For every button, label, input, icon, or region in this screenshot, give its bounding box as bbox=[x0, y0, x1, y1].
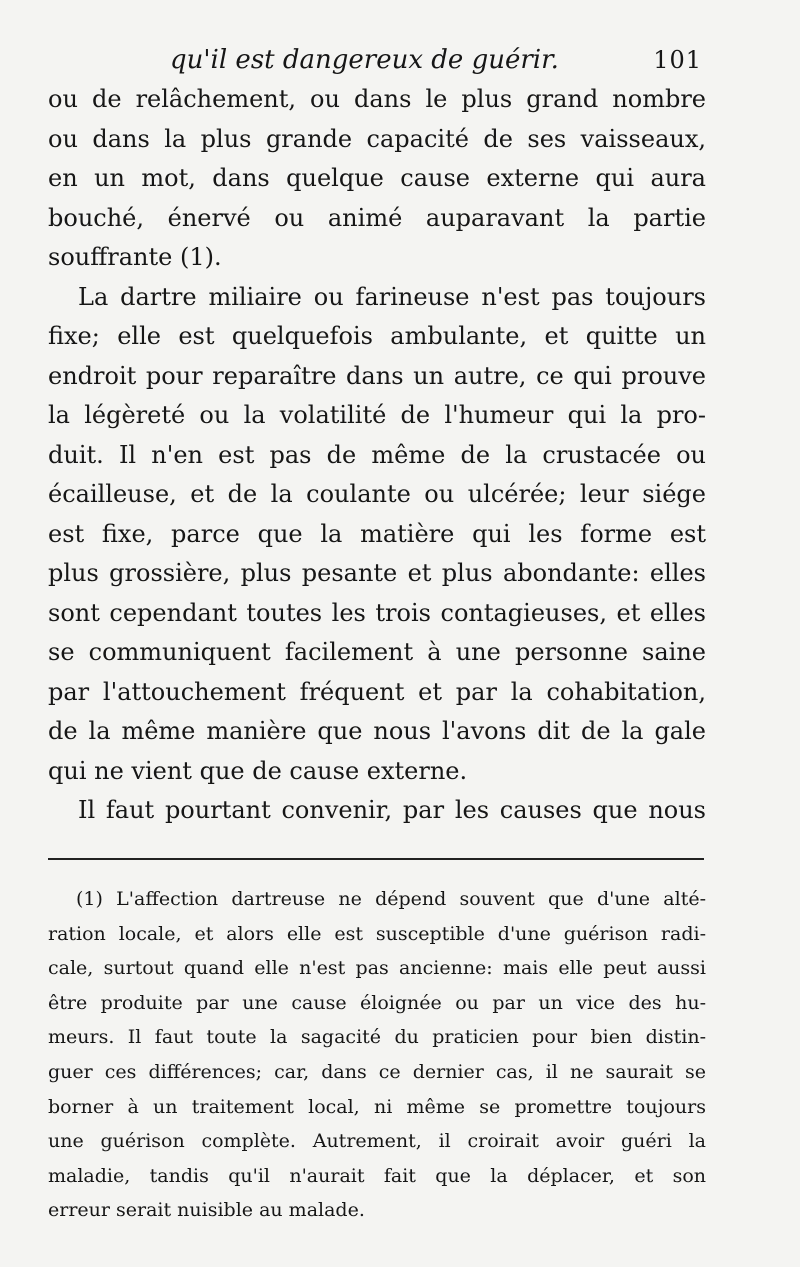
text-line: fixe; elle est quelquefois ambulante, et quitte un bbox=[48, 322, 706, 350]
text-line: sont cependant toutes les trois contagieuses, et elles bbox=[48, 598, 706, 627]
footnote-rule bbox=[48, 858, 704, 860]
text-line: ou de relâchement, ou dans le plus grand nombre bbox=[48, 85, 706, 113]
text-line: souffrante (1). bbox=[48, 243, 222, 271]
text-line: se communiquent facilement à une personne saine bbox=[48, 638, 706, 666]
text-line: endroit pour reparaître dans un autre, ce qui prouve bbox=[48, 361, 706, 390]
text-line: est fixe, parce que la matière qui les forme est bbox=[48, 519, 706, 548]
text-line: qui ne vient que de cause externe. bbox=[48, 756, 468, 785]
text-line: duit. Il n'en est pas de même de la crustacée ou bbox=[48, 440, 706, 469]
footnote-line: erreur serait nuisible au malade. bbox=[48, 1199, 365, 1222]
footnote-line: borner à un traitement local, ni même se promettre toujours bbox=[48, 1095, 706, 1118]
footnote-line: cale, surtout quand elle n'est pas ancienne: mais elle peut aussi bbox=[48, 957, 706, 980]
text-line: écailleuse, et de la coulante ou ulcérée; leur siége bbox=[48, 480, 706, 508]
footnote-line: (1) L'affection dartreuse ne dépend souvent que d'une alté- bbox=[76, 888, 706, 910]
footnote-line: ration locale, et alors elle est susceptible d'une guérison radi- bbox=[48, 922, 706, 945]
page-number: 101 bbox=[653, 46, 702, 74]
paragraph-first-line: La dartre miliaire ou farineuse n'est pas toujours bbox=[78, 282, 706, 311]
text-line: en un mot, dans quelque cause externe qui aura bbox=[48, 164, 706, 192]
main-text bbox=[48, 80, 706, 831]
text-line: la légèreté ou la volatilité de l'humeur qui la pro- bbox=[48, 401, 706, 429]
running-head bbox=[48, 38, 708, 82]
footnote-line: une guérison complète. Autrement, il croirait avoir guéri la bbox=[48, 1130, 706, 1153]
footnote-line: maladie, tandis qu'il n'aurait fait que la déplacer, et son bbox=[48, 1164, 706, 1187]
footnote-line: guer ces différences; car, dans ce dernier cas, il ne saurait se bbox=[48, 1060, 706, 1083]
text-line: bouché, énervé ou animé auparavant la partie bbox=[48, 203, 706, 232]
running-title: qu'il est dangereux de guérir. bbox=[170, 45, 559, 75]
text-line: ou dans la plus grande capacité de ses vaisseaux, bbox=[48, 124, 706, 153]
paragraph-first-line: Il faut pourtant convenir, par les causes que nous bbox=[78, 796, 706, 824]
text-line: par l'attouchement fréquent et par la cohabitation, bbox=[48, 677, 706, 706]
footnote bbox=[48, 882, 706, 1228]
text-line: plus grossière, plus pesante et plus abondante: elles bbox=[48, 559, 706, 587]
text-line: de la même manière que nous l'avons dit de la gale bbox=[48, 717, 706, 745]
footnote-line: être produite par une cause éloignée ou par un vice des hu- bbox=[48, 991, 706, 1014]
footnote-line: meurs. Il faut toute la sagacité du praticien pour bien distin- bbox=[48, 1026, 706, 1049]
